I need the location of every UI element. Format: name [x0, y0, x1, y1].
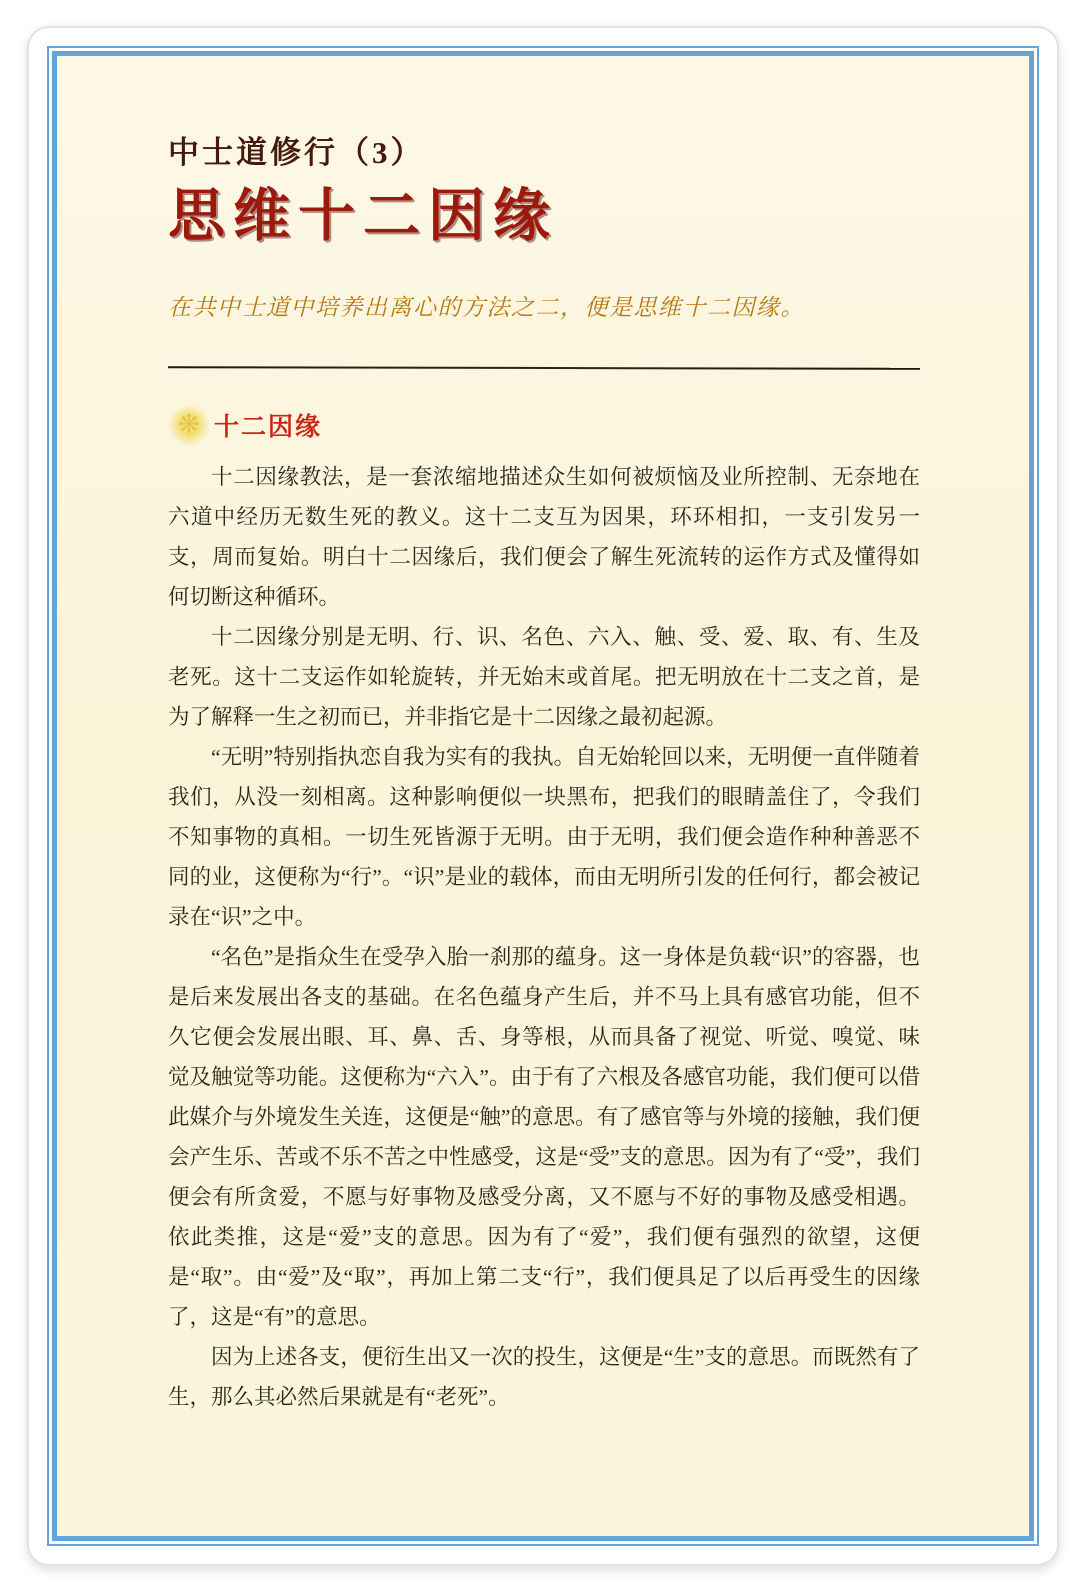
body-text [168, 457, 920, 1417]
paragraph: “无明”特别指执恋自我为实有的我执。自无始轮回以来，无明便一直伴随着我们，从没一刻相离。这种影响便似一块黑布，把我们的眼睛盖住了，令我们不知事物的真相。一切生死皆源于无明。由于无明，我们便会造作种种善恶不同的业，这便称为“行”。“识”是业的载体，而由无明所引发的任何行，都会被记录在“识”之中。 [168, 744, 920, 929]
subtitle: 在共中士道中培养出离心的方法之二，便是思维十二因缘。 [168, 294, 805, 320]
paragraph: 十二因缘教法，是一套浓缩地描述众生如何被烦恼及业所控制、无奈地在六道中经历无数生死的教义。这十二支互为因果，环环相扣，一支引发另一支，周而复始。明白十二因缘后，我们便会了解生死流转的运作方式及懂得如何切断这种循环。 [168, 464, 920, 609]
page-content [57, 56, 1029, 1536]
flower-icon: ❋ [168, 404, 210, 446]
paragraph: 因为上述各支，便衍生出又一次的投生，这便是“生”支的意思。而既然有了生，那么其必然后果就是有“老死”。 [168, 1344, 920, 1409]
chapter-label: 中士道修行（3） [168, 135, 425, 170]
paragraph: 十二因缘分别是无明、行、识、名色、六入、触、受、爱、取、有、生及老死。这十二支运作如轮旋转，并无始末或首尾。把无明放在十二支之首，是为了解释一生之初而已，并非指它是十二因缘之最初起源。 [168, 624, 920, 729]
paragraph: “名色”是指众生在受孕入胎一刹那的蕴身。这一身体是负载“识”的容器，也是后来发展出各支的基础。在名色蕴身产生后，并不马上具有感官功能，但不久它便会发展出眼、耳、鼻、舌、身等根，从而具备了视觉、听觉、嗅觉、味觉及触觉等功能。这便称为“六入”。由于有了六根及各感官功能，我们便可以借此媒介与外境发生关连，这便是“触”的意思。有了感官等与外境的接触，我们便会产生乐、苦或不乐不苦之中性感受，这是“受”支的意思。因为有了“受”，我们便会有所贪爱，不愿与好事物及感受分离，又不愿与不好的事物及感受相遇。依此类推，这是“爱”支的意思。因为有了“爱”，我们便有强烈的欲望，这便是“取”。由“爱”及“取”，再加上第二支“行”，我们便具足了以后再受生的因缘了，这是“有”的意思。 [168, 944, 920, 1329]
page-title: 思维十二因缘 [168, 185, 558, 249]
divider-rule [168, 366, 920, 370]
section-title: 十二因缘 [214, 412, 323, 441]
section-heading [168, 403, 921, 447]
blue-border-inner [52, 51, 1034, 1541]
page-card [27, 26, 1059, 1566]
blue-border-outer [47, 46, 1039, 1546]
